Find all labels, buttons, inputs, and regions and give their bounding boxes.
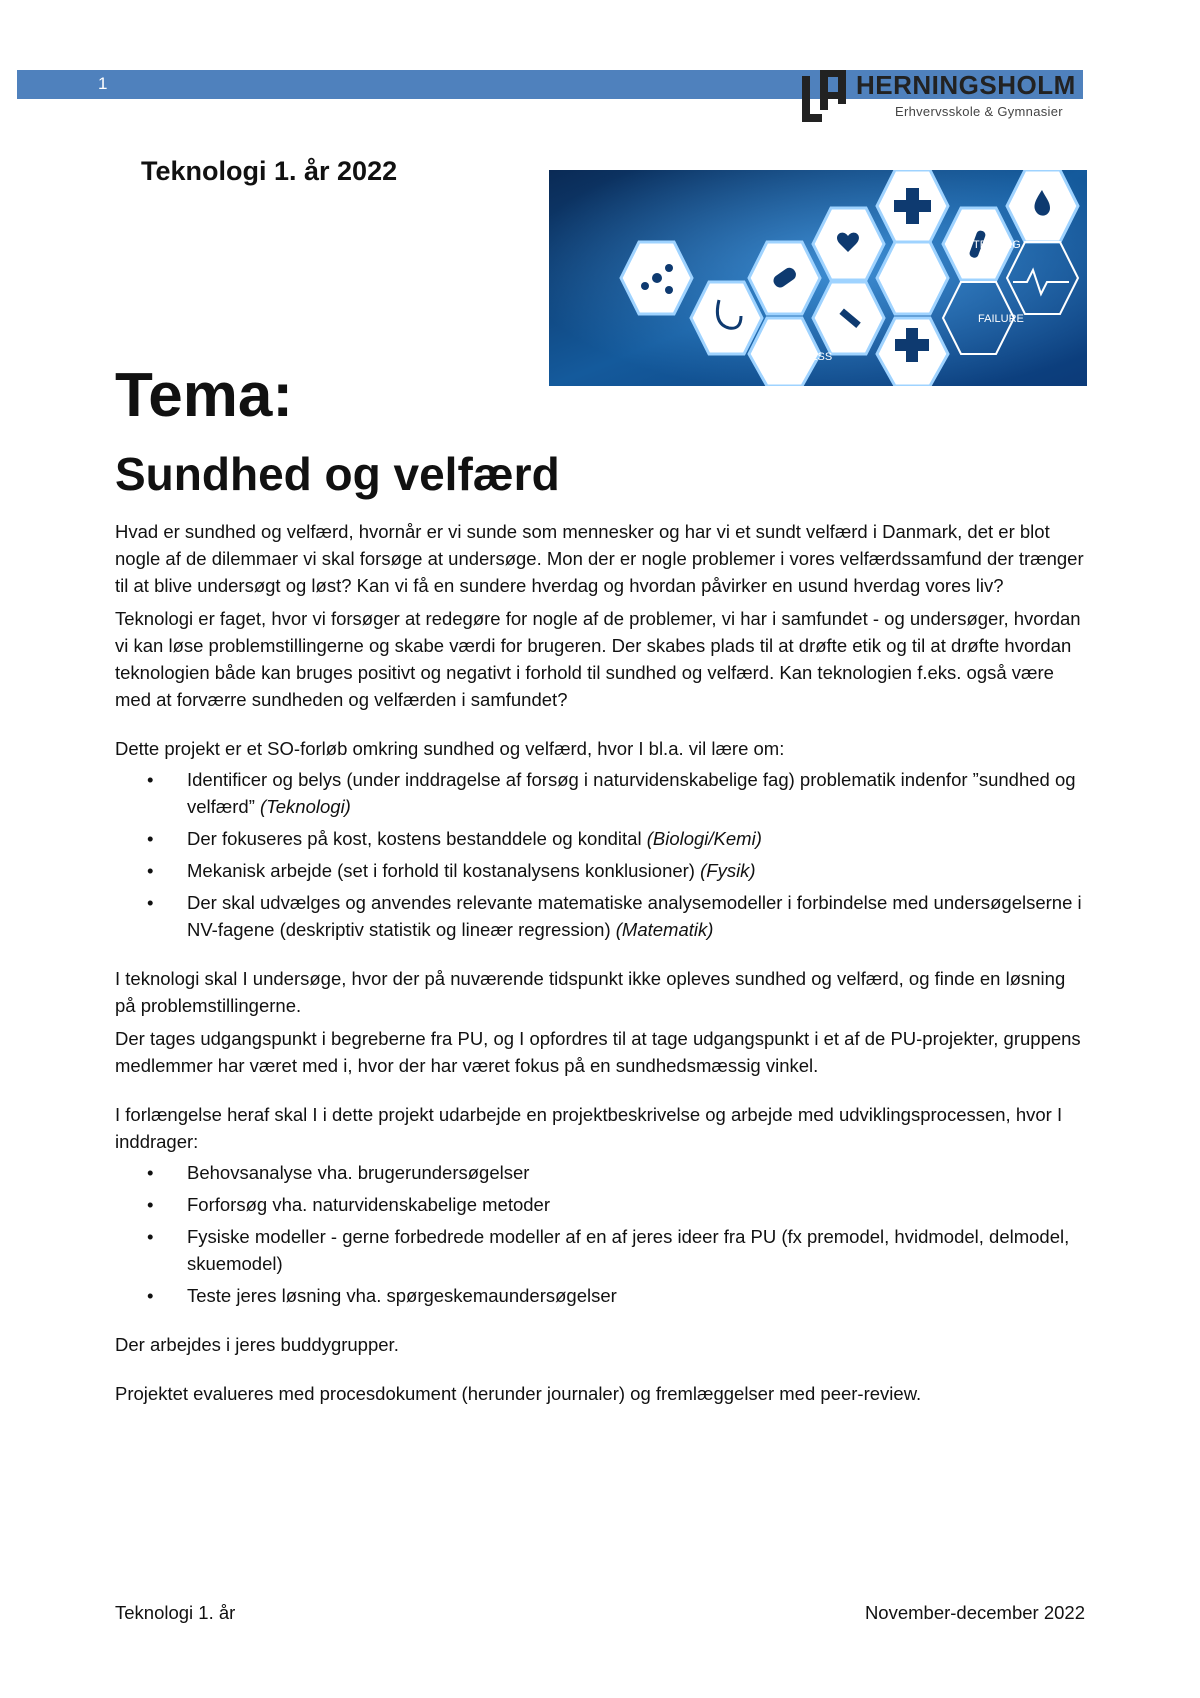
subject-label: (Teknologi): [260, 796, 351, 817]
logo-name: HERNINGSHOLM: [856, 70, 1076, 100]
page-number: 1: [98, 74, 108, 93]
process-list: [115, 1159, 1090, 1309]
bullet: •: [147, 1285, 154, 1306]
list-item: [147, 1282, 1090, 1309]
list-item-text: Teste jeres løsning vha. spørgeskemaundersøgelser: [187, 1285, 617, 1306]
testing-label: TESTING: [973, 239, 1021, 251]
bullet: •: [147, 1194, 154, 1215]
list-item: [147, 889, 1090, 943]
footer-period: November-december 2022: [864, 1602, 1085, 1623]
buddy-groups-text: Der arbejdes i jeres buddygrupper.: [115, 1334, 399, 1355]
list-item: [147, 766, 1090, 820]
list-item: [147, 825, 1090, 852]
tech-paragraph-2: Der tages udgangspunkt i begreberne fra PU, og I opfordres til at tage udgangspunkt i et af de PU-projekter, gruppens medlemmer har været med i, hvor der har været fokus på en sundhedsmæssig vinkel.: [115, 1028, 1081, 1076]
theme-label: Tema:: [115, 361, 294, 430]
list-item-text: Der skal udvælges og anvendes relevante matematiske analysemodeller i forbindelse med undersøgelserne i NV-fagene (deskriptiv statistik og lineær regression): [187, 892, 1082, 940]
document-body: [115, 518, 1090, 1413]
list-item-text: Fysiske modeller - gerne forbedrede modeller af en af jeres ideer fra PU (fx premodel, hvidmodel, delmodel, skuemodel): [187, 1226, 1070, 1274]
intro-paragraph-2: Teknologi er faget, hvor vi forsøger at redegøre for nogle af de problemer, vi har i samfundet - og undersøger, hvordan vi kan løse problemstillingerne og skabe værdi for brugeren. Der skabes plads til at drøfte etik og til at drøfte hvordan teknologien både kan bruges positivt og negativt i forhold til sundhed og velfærd. Kan teknologien f.eks. også være med at forværre sundheden og velfærden i samfundet?: [115, 608, 1081, 710]
bullet: •: [147, 769, 154, 790]
herningsholm-logo-icon: [800, 70, 848, 125]
molecule-icon: [652, 273, 662, 283]
tech-paragraph-1: I teknologi skal I undersøge, hvor der på nuværende tidspunkt ikke opleves sundhed og velfærd, og finde en løsning på problemstillingerne.: [115, 968, 1066, 1016]
bullet: •: [147, 892, 154, 913]
list-item: [147, 857, 1090, 884]
list-item: [147, 1191, 1090, 1218]
logo-subtitle: Erhvervsskole & Gymnasier: [895, 104, 1063, 119]
list-item-text: Der fokuseres på kost, kostens bestanddele og kondital: [187, 828, 647, 849]
bullet: •: [147, 1226, 154, 1247]
list-item: [147, 1159, 1090, 1186]
bullet: •: [147, 860, 154, 881]
health-hero-image: [549, 170, 1087, 386]
evaluation-text: Projektet evalueres med procesdokument (herunder journaler) og fremlæggelser med peer-review.: [115, 1383, 922, 1404]
failure-label: FAILURE: [978, 313, 1024, 325]
list-item: [147, 1223, 1090, 1277]
bullet: •: [147, 1162, 154, 1183]
footer-course: Teknologi 1. år: [115, 1602, 236, 1623]
list-item-text: Forforsøg vha. naturvidenskabelige metoder: [187, 1194, 550, 1215]
list-item-text: Mekanisk arbejde (set i forhold til kostanalysens konklusioner): [187, 860, 701, 881]
subject-label: (Fysik): [700, 860, 756, 881]
so-lead: Dette projekt er et SO-forløb omkring sundhed og velfærd, hvor I bl.a. vil lære om:: [115, 738, 785, 759]
subject-label: (Biologi/Kemi): [646, 828, 762, 849]
course-title: Teknologi 1. år 2022: [141, 156, 398, 186]
list-item-text: Identificer og belys (under inddragelse af forsøg i naturvidenskabelige fag) problematik indenfor ”sundhed og velfærd”: [187, 769, 1076, 817]
process-lead: I forlængelse heraf skal I i dette projekt udarbejde en projektbeskrivelse og arbejde med udviklingsprocessen, hvor I inddrager:: [115, 1104, 1063, 1152]
subject-label: (Matematik): [615, 919, 714, 940]
so-list: [115, 766, 1090, 943]
school-logo: [800, 70, 1090, 128]
theme-title: Sundhed og velfærd: [115, 448, 560, 500]
bullet: •: [147, 828, 154, 849]
intro-paragraph-1: Hvad er sundhed og velfærd, hvornår er vi sunde som mennesker og har vi et sundt velfærd i Danmark, det er blot nogle af de dilemmaer vi skal forsøge at undersøge. Mon der er nogle problemer i vores velfærdssamfund der trænger til at blive undersøgt og løst? Kan vi få en sundere hverdag og hvordan påvirker en usund hverdag vores liv?: [115, 521, 1084, 596]
success-label: SUCCESS: [779, 351, 833, 363]
list-item-text: Behovsanalyse vha. brugerundersøgelser: [187, 1162, 530, 1183]
